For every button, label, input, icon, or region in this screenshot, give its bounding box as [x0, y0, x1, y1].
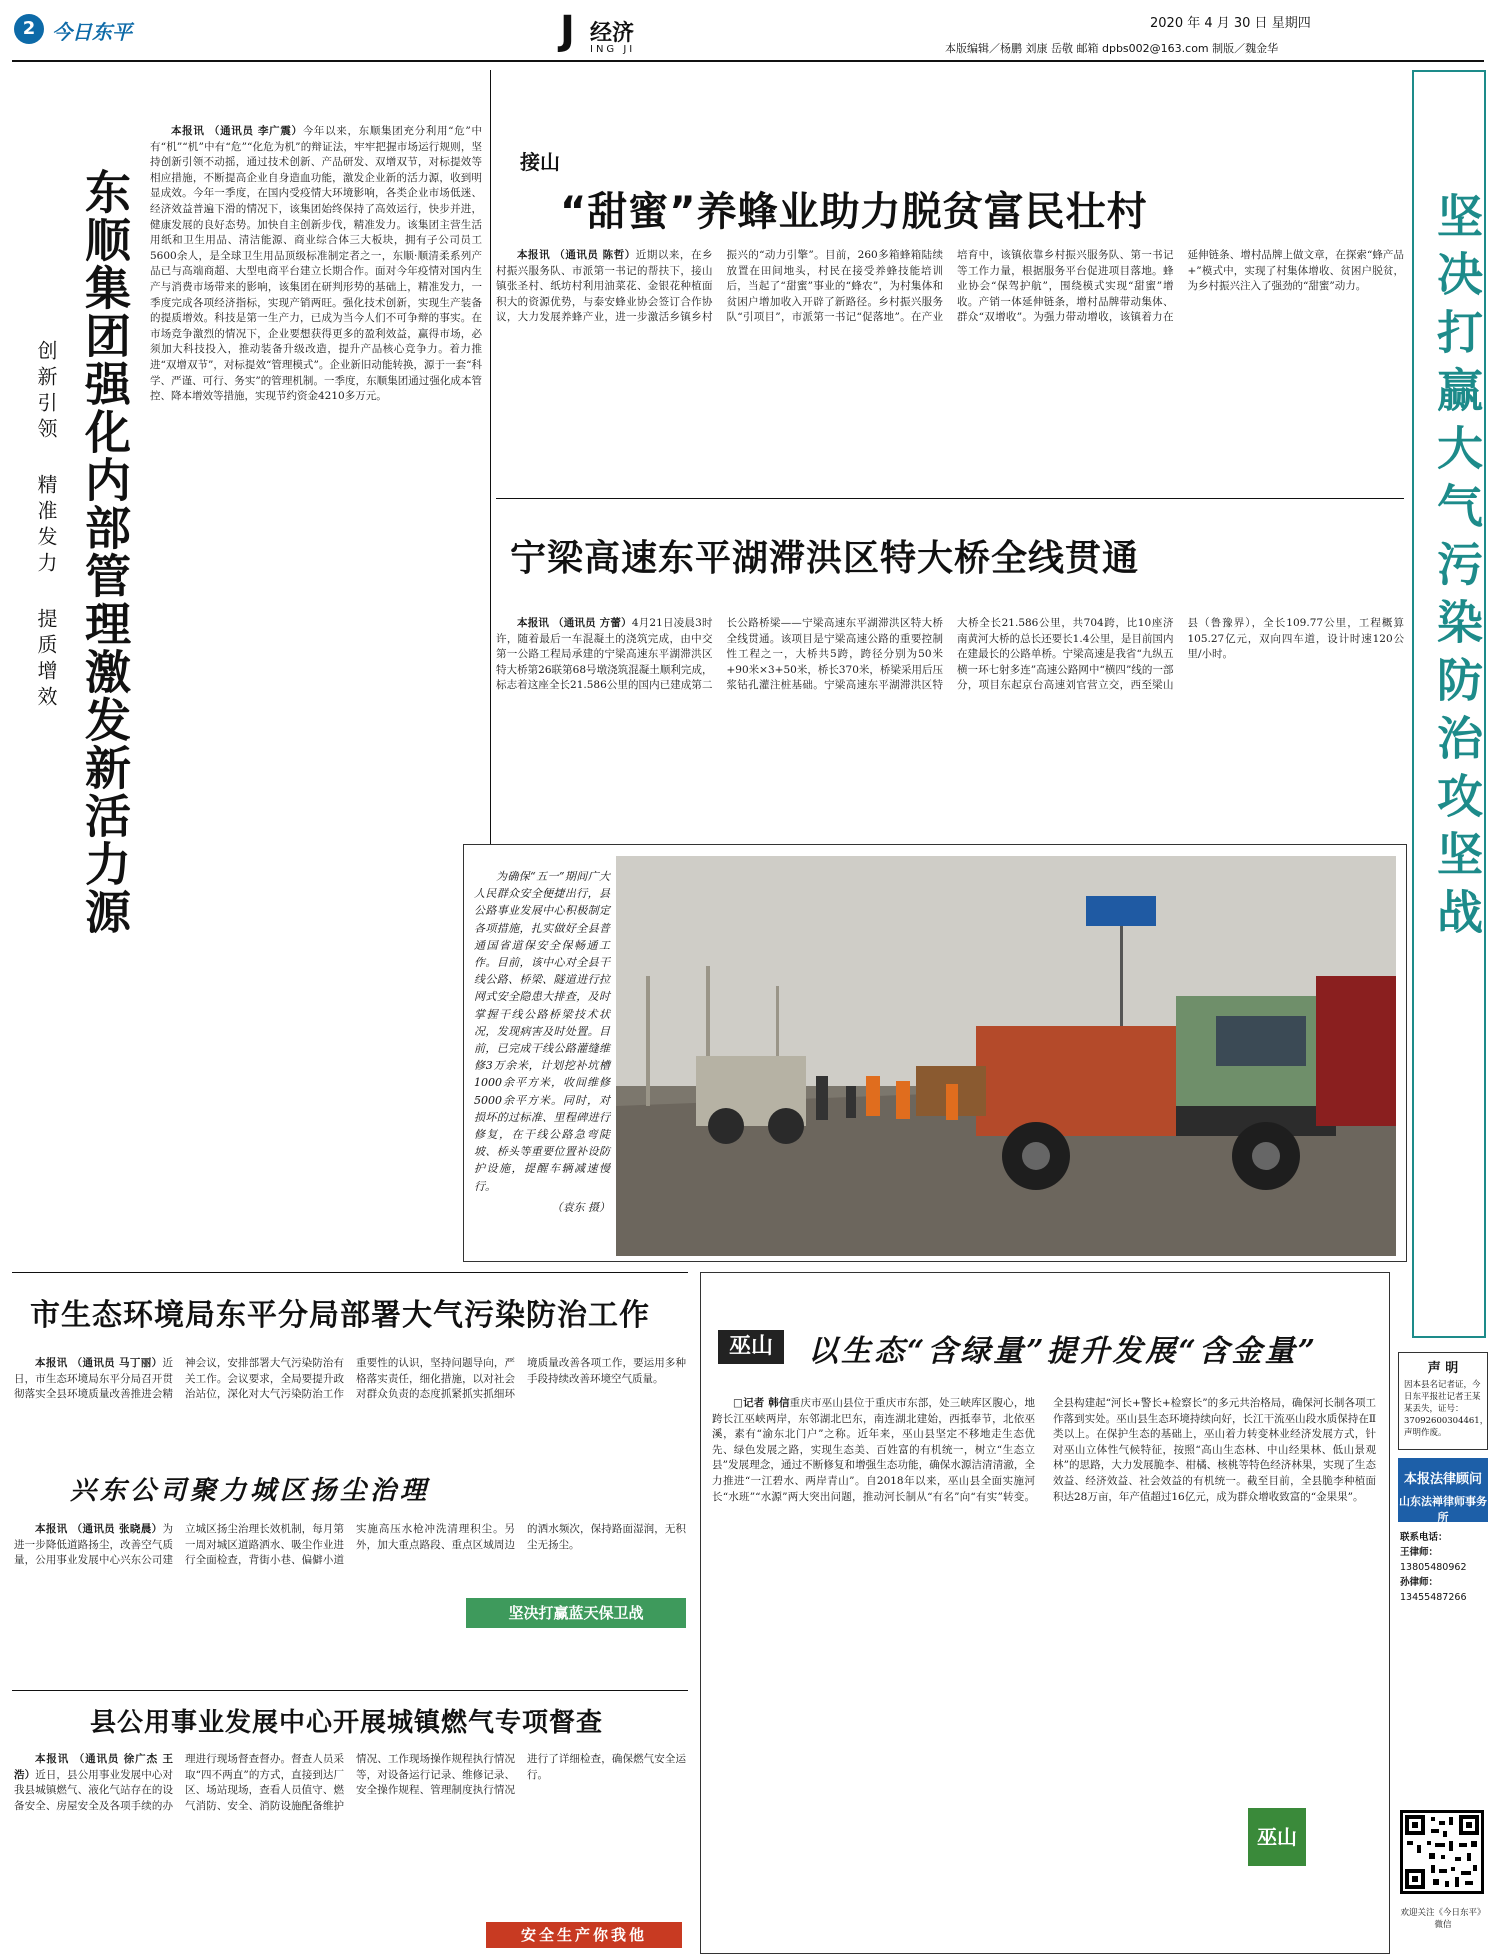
statement-body: 因本县名记者证，今日东平报社记者王某某丢失，证号：37092600304461，声明作废。	[1404, 1380, 1489, 1438]
contact-label: 联系电话：	[1400, 1532, 1448, 1543]
section-title: 经济	[590, 21, 635, 46]
section-letter: J	[560, 8, 575, 54]
bridge-headline: 宁梁高速东平湖滞洪区特大桥全线贯通	[510, 538, 1140, 579]
slogan-text: 坚决打赢大气污染防治攻坚战	[1430, 192, 1484, 946]
ecology-body	[14, 1356, 686, 1450]
dongshun-byline: 本报讯 （通讯员 李广震）	[171, 125, 303, 137]
contact-block	[1400, 1530, 1488, 1605]
dongshun-body-cont	[20, 1018, 485, 1218]
statement-title: 声 明	[1427, 1361, 1459, 1376]
law-advisor-box	[1398, 1458, 1488, 1522]
bridge-body-text: 4月21日凌晨3时许，随着最后一车混凝土的浇筑完成，由中交第一公路工程局承建的宁梁高速东平湖滞洪区特大桥第26联第68号墩浇筑混凝土顺利完成，标志着这座全长21.586公里的国内已建成第二长公路桥梁——宁梁高速东平湖滞洪区特大桥全线贯通。该项目是宁梁高速公路的重要控制性工程之一，大桥共5跨，跨径分别为50米+90米×3+50米，桥长370米，桥梁采用后压浆钻孔灌注桩基础。宁梁高速东平湖滞洪区特大桥全长21.586公里，共704跨，比10座济南黄河大桥的总长还要长1.4公里，是目前国内在建最长的公路单桥。宁梁高速是我省“九纵五横一环七射多连”高速公路网中“横四”线的一部分，项目东起京台高速刘官营立交，西至梁山县（鲁豫界），全长109.77公里，工程概算105.27亿元，双向四车道，设计时速120公里/小时。	[496, 617, 1404, 692]
ecology-body-text: 近日，市生态环境局东平分局召开贯彻落实全县环境质量改善推进会精神会议，安排部署大气污染防治有关工作。会议要求，全局要提升政治站位，深化对大气污染防治工作重要性的认识，坚持问题导向，严格落实责任，细化措施，以对社会对群众负责的态度抓紧抓实抓细环境质量改善各项工作，要运用多种手段持续改善环境空气质量。	[14, 1357, 686, 1401]
dongshun-headline: 东顺集团强化内部管理激发新活力源	[78, 168, 132, 936]
honey-kicker: 接山	[520, 150, 560, 174]
issue-date: 2020 年 4 月 30 日 星期四	[1150, 16, 1311, 31]
law-firm: 山东法禅律师事务所	[1399, 1495, 1487, 1524]
honey-body-text: 近期以来，在乡村振兴服务队、市派第一书记的帮扶下，接山镇张圣村、纸坊村利用油菜花、金银花种植面积大的资源优势，与泰安蜂业协会签订合作协议，大力发展养蜂产业，进一步激活乡镇乡村振兴的“动力引擎”。目前，260多箱蜂箱陆续放置在田间地头，村民在接受养蜂技能培训后，当起了“甜蜜”事业的“蜂农”，为村集体和贫困户增加收入开辟了新路径。乡村振兴服务队“引项目”，市派第一书记“促落地”。在产业培育中，该镇依靠乡村振兴服务队、第一书记等工作力量，根据服务平台促进项目落地。蜂业协会“保驾护航”，围绕模式实现“甜蜜”增收。产销一体延伸链条，增村品牌带动集体、群众“双增收”。为强力带动增收，该镇着力在延伸链条、增村品牌上做文章，在探索“蜂产品+”模式中，实现了村集体增收、贫困户脱贫，为乡村振兴注入了强劲的“甜蜜”动力。	[496, 249, 1404, 324]
wushan-body-text: 重庆市巫山县位于重庆市东部，处三峡库区腹心，地跨长江巫峡两岸，东邻湖北巴东，南连湖北建始，西抵奉节，北依巫溪，素有“渝东北门户”之称。近年来，巫山县坚定不移地走生态优先、绿色发展之路，实现生态美、百姓富的有机统一，树立“生态立县”发展理念，通过不断修复和增强生态功能，确保水源洁清清澈，全力推进“一江碧水、两岸青山”。自2018年以来，巫山县全面实施河长“水班”“水源”两大突出问题，推动河长制从“有名”向“有实”转变。全县构建起“河长+警长+检察长”的多元共治格局，确保河长制各项工作落到实处。巫山县生态环境持续向好，长江干流巫山段水质保持在Ⅱ类以上。在保护生态的基础上，巫山着力转变林业经济发展方式，针对巫山立体性气候特征，按照“高山生态林、中山经果林、低山景观林”的思路，大力发展脆李、柑橘、核桃等特色经济林果，实现了生态效益、经济效益、社会效益的有机统一。截至目前，全县脆李种植面积达28万亩，年产值超过16亿元，成为群众增收致富的“金果果”。	[712, 1397, 1376, 1503]
contact-row	[1400, 1575, 1488, 1605]
honey-body	[496, 248, 1404, 488]
photo-illustration	[616, 856, 1396, 1256]
slogan-banner	[1412, 70, 1486, 1338]
editors-line: 本版编辑／杨鹏 刘康 岳敬 邮箱 dpbs002@163.com 制版／魏金华	[945, 42, 1279, 55]
gas-body	[14, 1752, 686, 1948]
ecology-byline: 本报讯 （通讯员 马丁丽）	[35, 1357, 163, 1369]
statement-box	[1398, 1352, 1488, 1450]
xingdong-body-text: 为进一步降低道路扬尘，改善空气质量，公用事业发展中心兴东公司建立城区扬尘治理长效机制，每月第一周对城区道路洒水、吸尘作业进行全面检查，背街小巷、偏僻小道实施高压水枪冲洗清理积尘。另外，加大重点路段、重点区域周边的洒水频次，保持路面湿润，无积尘无扬尘。	[14, 1523, 686, 1567]
road-maintenance-photo	[616, 856, 1396, 1256]
honey-byline: 本报讯 （通讯员 陈哲）	[517, 249, 636, 261]
xingdong-byline: 本报讯 （通讯员 张晓晨）	[35, 1523, 163, 1535]
bridge-byline: 本报讯 （通讯员 方蕾）	[517, 617, 632, 629]
qr-pattern	[1403, 1813, 1481, 1891]
contact-row	[1400, 1545, 1488, 1575]
wushan-headline: 以生态“含绿量”提升发展“含金量”	[808, 1334, 1319, 1369]
xingdong-headline: 兴东公司聚力城区扬尘治理	[70, 1476, 431, 1506]
wushan-tag: 巫山	[718, 1330, 784, 1364]
contact-name: 王律师：	[1400, 1547, 1439, 1558]
section-badge	[560, 8, 670, 58]
xingdong-bottom-rule	[12, 1690, 688, 1691]
section-pinyin: ING JI	[590, 44, 636, 55]
safety-banner: 安全生产你我他	[486, 1922, 682, 1948]
ecology-top-rule	[12, 1272, 688, 1273]
blue-sky-badge: 坚决打赢蓝天保卫战	[466, 1598, 686, 1628]
gas-body-text: 近日，县公用事业发展中心对我县城镇燃气、液化气站存在的设备安全、房屋安全及各项手续的办理进行现场督查督办。督查人员采取“四不两直”的方式，直接到达厂区、场站现场，查看人员值守、燃气消防、安全、消防设施配备维护情况、工作现场操作规程执行情况等，对设备运行记录、维修记录、安全操作规程、管理制度执行情况进行了详细检查，确保燃气安全运行。	[14, 1753, 686, 1812]
law-title: 本报法律顾问	[1403, 1472, 1482, 1487]
gas-headline: 县公用事业发展中心开展城镇燃气专项督查	[90, 1708, 604, 1738]
ecology-headline: 市生态环境局东平分局部署大气污染防治工作	[30, 1298, 650, 1333]
contact-name: 孙律师：	[1400, 1577, 1439, 1588]
dongshun-body-text: 今年以来，东顺集团充分利用“危”中有“机”“机”中有“危”“化危为机”的辩证法，牢牢把握市场运行规则，坚持创新引领不动摇，通过技术创新、产品研发、双增双节，对标提效等相应措施，不断提高企业自身造血功能，激发企业新的活力源，收到明显成效。今年一季度，在国内受疫情大环境影响，各类企业市场低迷、经济效益普遍下滑的情况下，该集团始终保持了高效运行，快步并进，健康发展的良好态势。加快自主创新步伐，精准发力。该集团主营生活用纸和卫生用品、清洁能源、商业综合体三大板块，拥有子公司员工5600余人，是全球卫生用品顶级标准制定者之一，东顺·顺清柔系列产品已与高端商超、大型电商平台建立长期合作。面对今年疫情对国内生产与消费市场带来的影响，该集团在研判形势的基础上，精准发力，一季度完成各项经济指标，实现产销两旺。强化技术创新，实现生产装备的提质增效。科技是第一生产力，已成为当今人们不可争辩的事实。在市场竞争激烈的情况下，企业要想获得更多的盈利效益，赢得市场，必须加大科技投入，推动装备升级改造，提升产品核心竞争力。着力推进“双增双节”，对标提效“管理模式”。企业新旧动能转换，源于一套“科学、严谨、可行、务实”的管理机制。一季度，东顺集团通过强化成本管控、降本增效等措施，实现节约资金4210多万元。	[150, 125, 482, 403]
dongshun-subhead: 创新引领 精准发力 提质增效	[34, 340, 58, 712]
wushan-byline: □记者 韩信	[733, 1397, 790, 1409]
photo-credit: （袁东 摄）	[551, 1200, 610, 1214]
bridge-body	[496, 616, 1404, 840]
paper-logo: 今日东平	[52, 20, 132, 44]
contact-phone: 13455487266	[1400, 1592, 1467, 1603]
masthead-rule	[12, 60, 1484, 62]
page-number: 2	[14, 14, 44, 44]
photo-caption-text: 为确保“五一”期间广大人民群众安全便捷出行，县公路事业发展中心积极制定各项措施，扎实做好全县普通国省道保安全保畅通工作。目前，该中心对全县干线公路、桥梁、隧道进行拉网式安全隐患大排查，及时掌握干线公路桥梁技术状况，发现病害及时处置。目前，已完成干线公路灌缝维修3万余米，计划挖补坑槽1000余平方米，收间维修5000余平方米。同时，对损坏的过标准、里程碑进行修复，在干线公路急弯陡坡、桥头等重要位置补设防护设施，提醒车辆减速慢行。	[474, 870, 610, 1193]
dongshun-body	[150, 124, 482, 976]
wechat-qr-code[interactable]	[1400, 1810, 1484, 1894]
honey-bottom-rule	[496, 498, 1404, 499]
contact-phone: 13805480962	[1400, 1562, 1467, 1573]
gas-byline: 本报讯 （通讯员 徐广杰 王浩）	[14, 1753, 173, 1781]
wushan-logo: 巫山	[1248, 1808, 1306, 1866]
honey-headline: “甜蜜”养蜂业助力脱贫富民壮村	[560, 189, 1148, 235]
photo-caption	[474, 868, 610, 1216]
qr-caption: 欢迎关注《今日东平》微信	[1400, 1908, 1486, 1930]
